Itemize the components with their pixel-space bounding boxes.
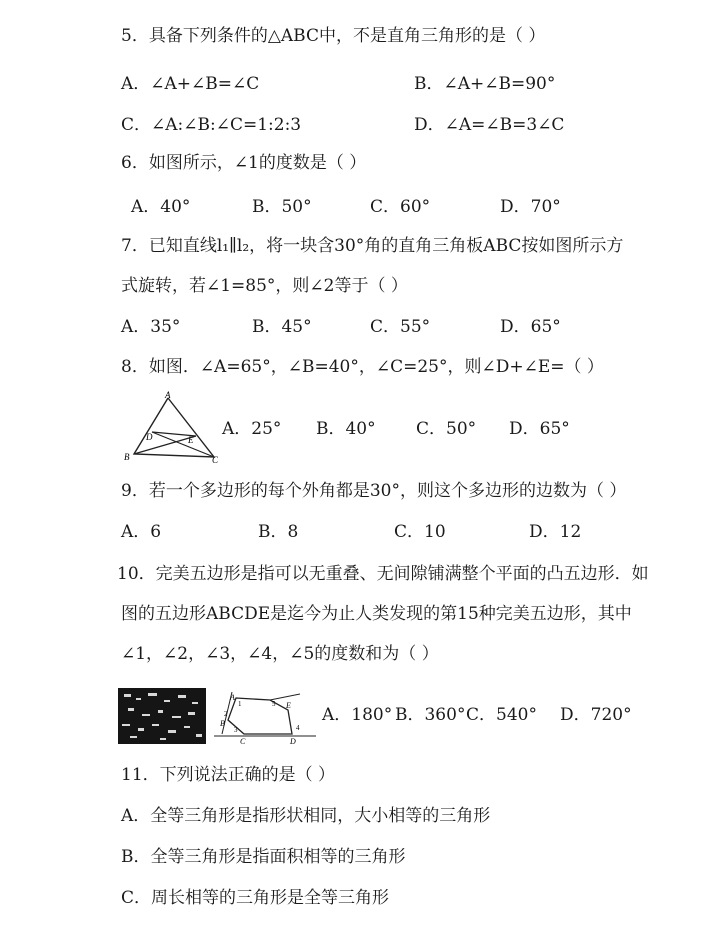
q10-angle-1: 1 [238,700,242,708]
q8-option-c: C．50° [416,419,477,439]
q9-option-c: C．10 [394,522,446,542]
q10-stem-line3: ∠1，∠2，∠3，∠4，∠5的度数和为（ ） [121,644,439,664]
q8-option-b: B．40° [316,419,376,439]
q10-label-d: D [290,737,296,746]
q5-option-b: B．∠A+∠B=90° [414,74,556,94]
q6-option-c: C．60° [370,197,431,217]
q10-angle-2: 2 [224,710,228,718]
q6-option-a: A．40° [131,197,191,217]
q10-option-d: D．720° [560,705,632,725]
q10-label-b: B [220,719,225,728]
q10-option-a: A．180° [322,705,393,725]
q8-label-a: A [165,390,171,400]
q11-stem: 11．下列说法正确的是（ ） [121,765,336,785]
q8-stem: 8．如图．∠A=65°，∠B=40°，∠C=25°，则∠D+∠E=（ ） [121,357,604,377]
q11-option-b: B．全等三角形是指面积相等的三角形 [121,847,406,867]
q8-triangle-figure [118,390,222,465]
q9-option-d: D．12 [529,522,582,542]
q10-label-e: E [286,701,291,710]
q10-angle-4: 4 [296,724,300,732]
q7-option-c: C．55° [370,317,431,337]
q6-stem: 6．如图所示，∠1的度数是（ ） [121,153,367,173]
q6-option-d: D．70° [500,197,561,217]
q10-pentagon-figure [210,686,318,746]
q10-label-a: A [230,693,235,702]
q11-option-c: C．周长相等的三角形是全等三角形 [121,888,390,908]
q7-option-a: A．35° [121,317,181,337]
q9-option-b: B．8 [258,522,299,542]
q9-stem: 9．若一个多边形的每个外角都是30°，则这个多边形的边数为（ ） [121,481,627,501]
q9-option-a: A．6 [121,522,162,542]
q5-option-a: A．∠A+∠B=∠C [121,74,260,94]
q10-stem-line1: 10．完美五边形是指可以无重叠、无间隙铺满整个平面的凸五边形．如 [117,564,649,584]
q10-label-c: C [240,737,246,746]
q6-option-b: B．50° [252,197,312,217]
q7-option-d: D．65° [500,317,561,337]
q8-label-d: D [146,432,153,442]
q5-stem: 5．具备下列条件的△ABC中，不是直角三角形的是（ ） [121,26,546,46]
q7-option-b: B．45° [252,317,312,337]
q10-stem-line2: 图的五边形ABCDE是迄今为止人类发现的第15种完美五边形，其中 [121,604,632,624]
q5-option-c: C．∠A:∠B:∠C=1:2:3 [121,115,302,135]
q8-label-c: C [212,455,219,465]
q8-label-e: E [188,435,194,445]
q10-angle-5: 5 [272,700,276,708]
q5-option-d: D．∠A=∠B=3∠C [414,115,565,135]
q7-stem-line2: 式旋转，若∠1=85°，则∠2等于（ ） [121,276,408,296]
q8-option-d: D．65° [509,419,570,439]
q10-option-c: C．540° [466,705,537,725]
q8-option-a: A．25° [222,419,282,439]
q11-option-a: A．全等三角形是指形状相同，大小相等的三角形 [121,806,491,826]
q8-label-b: B [124,452,130,462]
q7-stem-line1: 7．已知直线l₁∥l₂，将一块含30°角的直角三角板ABC按如图所示方 [121,236,624,256]
q10-option-b: B．360° [395,705,466,725]
q10-angle-3: 3 [234,726,238,734]
scan-noise-block [118,688,206,744]
